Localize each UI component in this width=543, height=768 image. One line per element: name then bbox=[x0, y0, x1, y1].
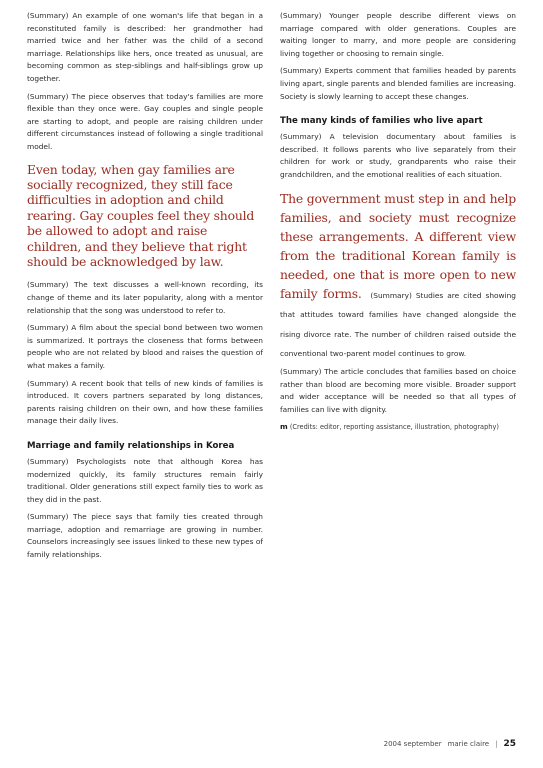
body-paragraph: (Summary) Experts comment that families headed by parents living apart, single parents and blended families are increasing. Society is slowly learning to accept these changes. bbox=[280, 66, 516, 101]
credit-line bbox=[280, 421, 516, 433]
left-column bbox=[27, 10, 263, 718]
body-paragraph: (Summary) The text discusses a well-known recording, its change of theme and its later popularity, along with a mentor relationship that the song was understood to refer to. bbox=[27, 280, 263, 315]
section-heading: The many kinds of families who live apart bbox=[280, 116, 483, 127]
body-paragraph: (Summary) The piece says that family ties created through marriage, adoption and remarriage are growing in number. Counselors increasingly see issues linked to these new types of family relationships. bbox=[27, 512, 263, 560]
credit-text: (Credits: editor, reporting assistance, illustration, photography) bbox=[289, 423, 499, 432]
footer-separator: | bbox=[495, 740, 498, 748]
quote-paragraph bbox=[280, 188, 516, 361]
body-paragraph: (Summary) A film about the special bond between two women is summarized. It portrays the closeness that forms between people who are not related by blood and raises the question of what makes a family. bbox=[27, 323, 263, 370]
magazine-name: marie claire bbox=[447, 740, 490, 748]
body-paragraph: (Summary) The article concludes that families based on choice rather than blood are becoming more visible. Broader support and wider acceptance will be needed so that all types of families can live with dignity. bbox=[280, 366, 516, 414]
body-paragraph: (Summary) An example of one woman's life that began in a reconstituted family is described: her grandmother had married twice and her father was the child of a second marriage. Relationships like hers, once treated as unusual, are becoming common as step-siblings and half-siblings grow up together. bbox=[27, 11, 263, 83]
section-heading: Marriage and family relationships in Korea bbox=[27, 440, 235, 451]
page-footer bbox=[27, 736, 516, 752]
body-paragraph: (Summary) A recent book that tells of new kinds of families is introduced. It covers partners separated by long distances, parents raising children on their own, and how these families manage their daily lives. bbox=[27, 378, 263, 426]
issue-date: 2004 september bbox=[383, 740, 442, 748]
article-columns bbox=[27, 10, 516, 718]
body-text: (Summary) Studies are cited showing that attitudes toward families have changed alongside the rising divorce rate. The number of children raised outside the conventional two-parent model continues to grow. bbox=[280, 290, 516, 359]
body-paragraph: (Summary) A television documentary about families is described. It follows parents who live separately from their children for work or study, grandparents who raise their grandchildren, and the emotional realities of each situation. bbox=[280, 132, 516, 179]
right-column bbox=[280, 10, 516, 718]
brand-mark: m bbox=[280, 422, 288, 432]
pull-quote: The government must step in and help families, and society must recognize these arrangements. A different view from the traditional Korean family is needed, one that is more open to new family forms. bbox=[280, 190, 516, 301]
body-paragraph: (Summary) The piece observes that today's families are more flexible than they once were. Gay couples and single people are starting to adopt, and people are raising children under different circumstances instead of following a single traditional model. bbox=[27, 91, 263, 151]
page-number: 25 bbox=[503, 739, 516, 749]
pull-quote: Even today, when gay families are socially recognized, they still face difficulties in adoption and child rearing. Gay couples feel they should be allowed to adopt and raise children, and they believe that right should be acknowledged by law. bbox=[27, 161, 255, 269]
body-paragraph: (Summary) Younger people describe different views on marriage compared with older generations. Couples are waiting longer to marry, and more people are considering living together or choosing to remain single. bbox=[280, 11, 516, 58]
body-paragraph: (Summary) Psychologists note that although Korea has modernized quickly, its family structures remain fairly traditional. Older generations still expect family ties to work as they did in the past. bbox=[27, 456, 263, 504]
